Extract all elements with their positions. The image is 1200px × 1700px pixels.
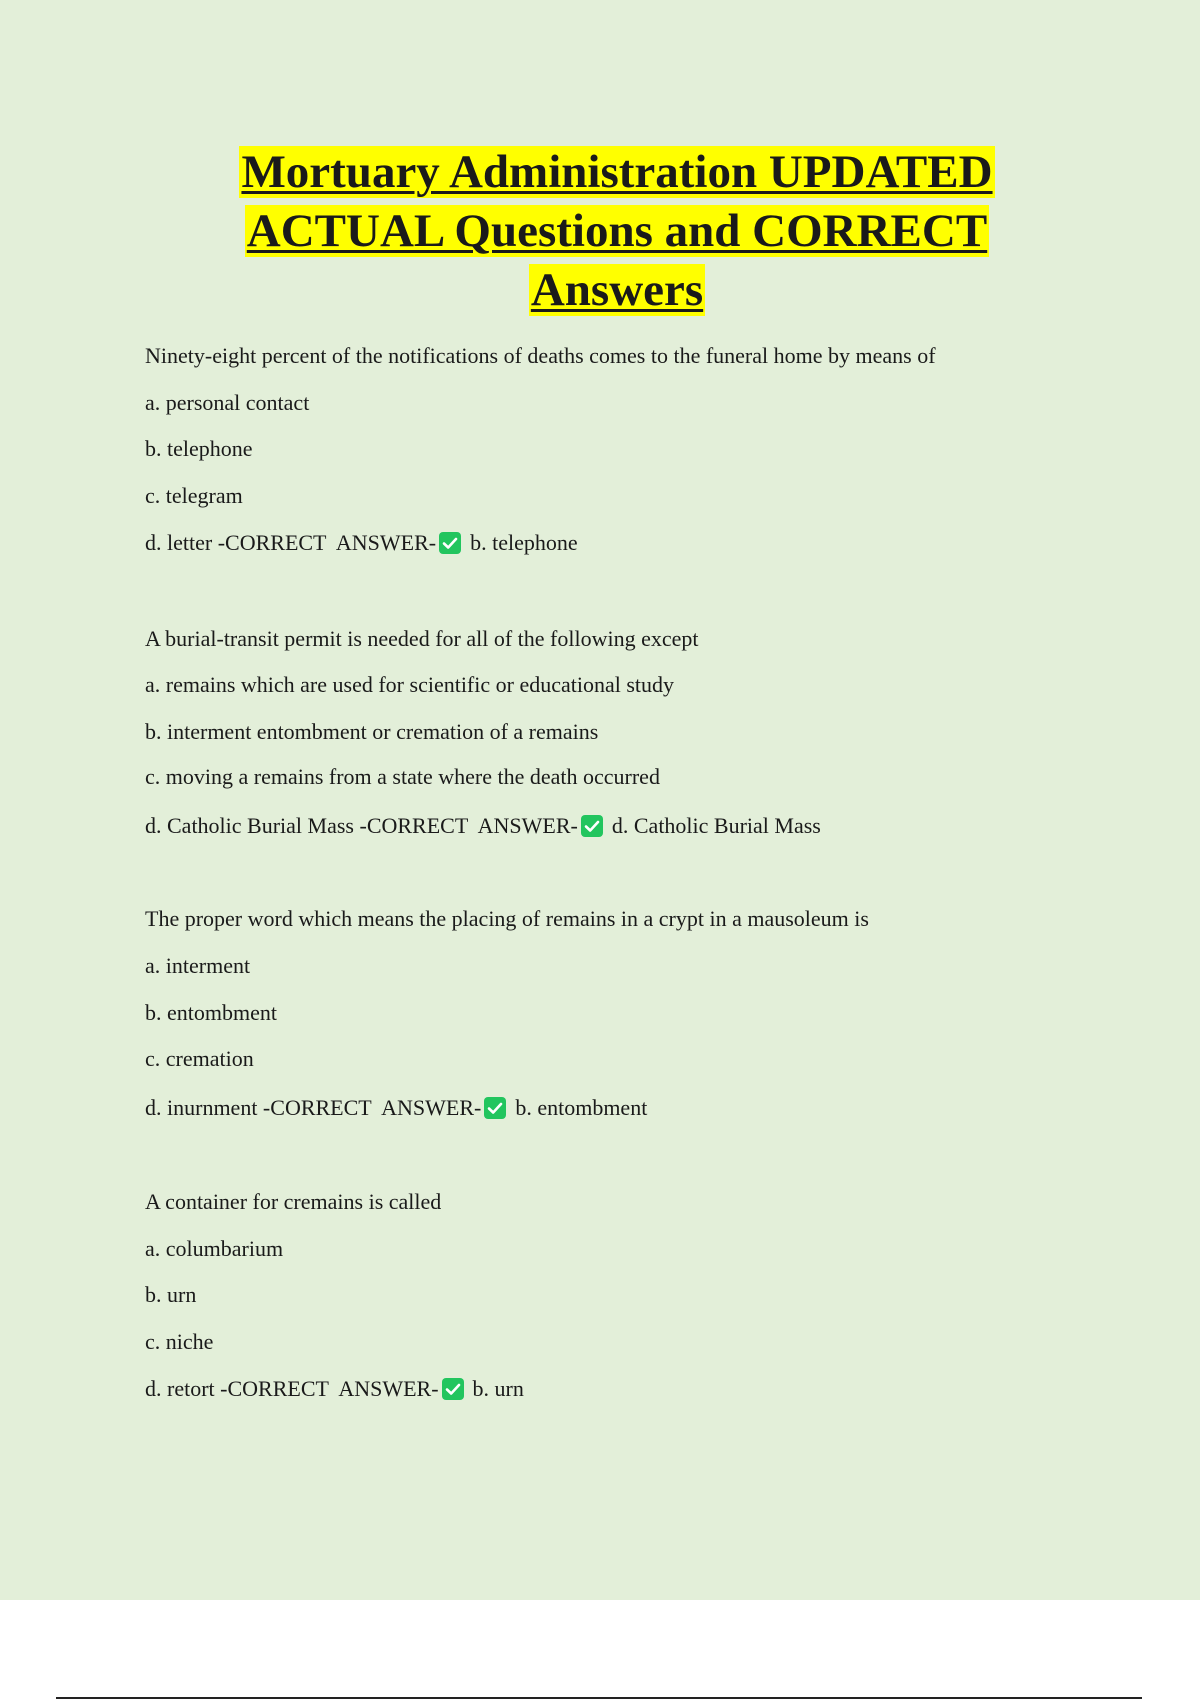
answer-label: CORRECT ANSWER- [366,813,578,838]
question-3-prompt: The proper word which means the placing of remains in a crypt in a mausoleum is [145,906,869,931]
question-2-prompt: A burial-transit permit is needed for all of the following except [145,626,699,651]
document-title [100,143,1134,320]
question-1-option-a: a. personal contact [145,390,310,415]
title-line-2: ACTUAL Questions and CORRECT [246,205,988,257]
question-4-option-b: b. urn [145,1282,197,1307]
answer-label: CORRECT ANSWER- [225,530,437,555]
question-2-answer-line [145,811,1075,841]
question-2-correct-answer: d. Catholic Burial Mass [611,813,821,838]
question-1-prompt: Ninety-eight percent of the notifications of deaths comes to the funeral home by means of [145,343,936,368]
question-4-option-c: c. niche [145,1329,214,1354]
question-4-answer-line [145,1374,1075,1404]
question-3-correct-answer: b. entombment [515,1095,648,1120]
green-checkmark-icon [580,814,604,838]
question-3-option-c: c. cremation [145,1046,254,1071]
green-checkmark-icon [438,531,462,555]
question-3-option-d: d. inurnment - [145,1095,271,1120]
question-4-option-a: a. columbarium [145,1236,284,1261]
question-1-option-b: b. telephone [145,436,253,461]
question-1-option-c: c. telegram [145,483,243,508]
title-line-3: Answers [530,264,704,316]
question-4-option-d: d. retort - [145,1376,228,1401]
question-4-correct-answer: b. urn [472,1376,524,1401]
question-2-option-b: b. interment entombment or cremation of a remains [145,719,599,744]
title-line-1: Mortuary Administration UPDATED [241,146,993,198]
question-2-option-c: c. moving a remains from a state where the death occurred [145,764,660,789]
footer-divider [56,1697,1142,1699]
question-4-prompt: A container for cremains is called [145,1189,442,1214]
question-1-correct-answer: b. telephone [470,530,578,555]
question-3-option-a: a. interment [145,953,251,978]
question-2-option-a: a. remains which are used for scientific or educational study [145,672,675,697]
answer-label: CORRECT ANSWER- [227,1376,439,1401]
answer-label: CORRECT ANSWER- [270,1095,482,1120]
question-1-answer-line [145,528,1075,558]
question-1-option-d: d. letter - [145,530,226,555]
question-3-answer-line [145,1093,1075,1123]
question-3-option-b: b. entombment [145,1000,277,1025]
question-2-option-d: d. Catholic Burial Mass - [145,813,367,838]
green-checkmark-icon [441,1377,465,1401]
green-checkmark-icon [483,1096,507,1120]
